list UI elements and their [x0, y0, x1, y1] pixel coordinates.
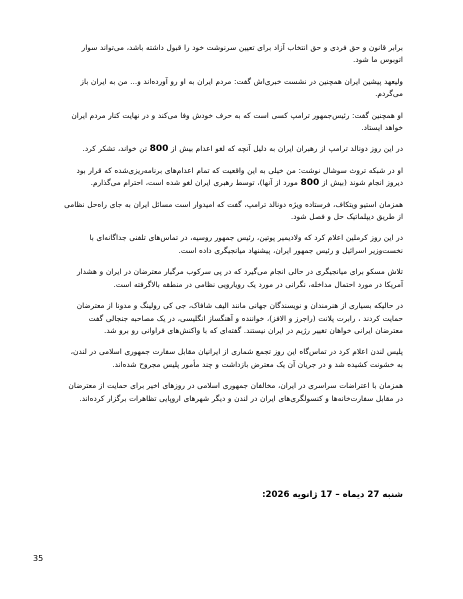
paragraph-3: او همچنین گفت: رئیس‌جمهور ترامپ کسی است که به حرف خودش وفا می‌کند و در نهایت کنار مردم ایران خواهد ایستاد. — [71, 110, 403, 133]
paragraph-4 — [63, 143, 403, 155]
document-body — [63, 42, 403, 414]
page-number: 35 — [33, 554, 44, 563]
paragraph-5-text-b: مورد از آنها)، توسط رهبری ایران لغو شده است، احترام می‌گذارم. — [90, 178, 301, 188]
paragraph-4-text-b: تن خواند، تشکر کرد. — [82, 144, 150, 154]
paragraph-7: در این روز کرملین اعلام کرد که ولادیمیر پوتین، رئیس جمهور روسیه، در تماس‌های تلفنی جداگانه‌ای با نخست‌وزیر اسرائیل و رئیس جمهور ایران، پیشنهاد میانجیگری داده است. — [89, 233, 403, 255]
paragraph-1: برابر قانون و حق فردی و حق انتخاب آزاد برای تعیین سرنوشت خود را قبول داشته باشد، می‌تواند سوار اتوبوس ما شود. — [81, 43, 403, 65]
paragraph-5-text-a: او در شبکه تروث سوشال نوشت: من خیلی به این واقعیت که تمام اعدام‌های برنامه‌ریزی‌شده که قرار بود دیروز انجام شوند (بیش از — [76, 165, 403, 188]
paragraph-6: همزمان استیو ویتکاف، فرستاده ویژه دونالد ترامپ، گفت که امیدوار است مسائل ایران به جای راه‌حل نظامی از طریق دیپلماتیک حل و فصل شود. — [64, 199, 403, 222]
paragraph-4-text-a: در این روز دونالد ترامپ از رهبران ایران به دلیل آنچه که لغو اعدام بیش از — [168, 144, 403, 154]
date-heading: شنبه 27 دیماه – 17 ژانویه 2026: — [262, 490, 403, 500]
paragraph-2: ولیعهد پیشین ایران همچنین در نشست خبری‌اش گفت: مردم ایران به او رو آورده‌اند و... من به ایران باز می‌گردم. — [80, 76, 403, 99]
paragraph-10: پلیس لندن اعلام کرد در تماس‌گاه این روز تجمع شماری از ایرانیان مقابل سفارت جمهوری اسلامی در لندن، به خشونت کشیده شد و در جریان آن یک معترض بازداشت و چند مأمور پلیس مجروح شده‌اند. — [70, 347, 403, 369]
paragraph-4-number: 800 — [149, 144, 169, 155]
paragraph-8: تلاش مسکو برای میانجیگری در حالی انجام می‌گیرد که در پی سرکوب مرگبار معترضان در ایران و هشدار آمریکا در مورد احتمال مداخله، نگرانی در مورد یک رویارویی نظامی در منطقه بالاگرفته است. — [76, 267, 403, 289]
paragraph-11: همزمان با اعتراضات سراسری در ایران، مخالفان جمهوری اسلامی در روزهای اخیر برای حمایت از معترضان در مقابل سفارت‌خانه‌ها و کنسولگری‌های ایران در لندن و دیگر شهرهای اروپایی تظاهرات برگزار کرده‌اند. — [68, 381, 403, 403]
paragraph-9: در حالیکه بسیاری از هنرمندان و نویسندگان جهانی مانند الیف شافاک، جی کی رولینگ و مدونا از معترضان حمایت کردند ، رابرت پلانت (راجرز و الافز)، خواننده و آهنگساز انگلیسی، در یک مصاحبه جنجالی گفت معترضان ایرانی خواهان تغییر رژیم در ایران نیستند. گفته‌ای که با واکنش‌های فراوانی رو برو شد. — [76, 301, 403, 335]
paragraph-5-number: 800 — [300, 178, 320, 189]
paragraph-5 — [63, 165, 403, 190]
